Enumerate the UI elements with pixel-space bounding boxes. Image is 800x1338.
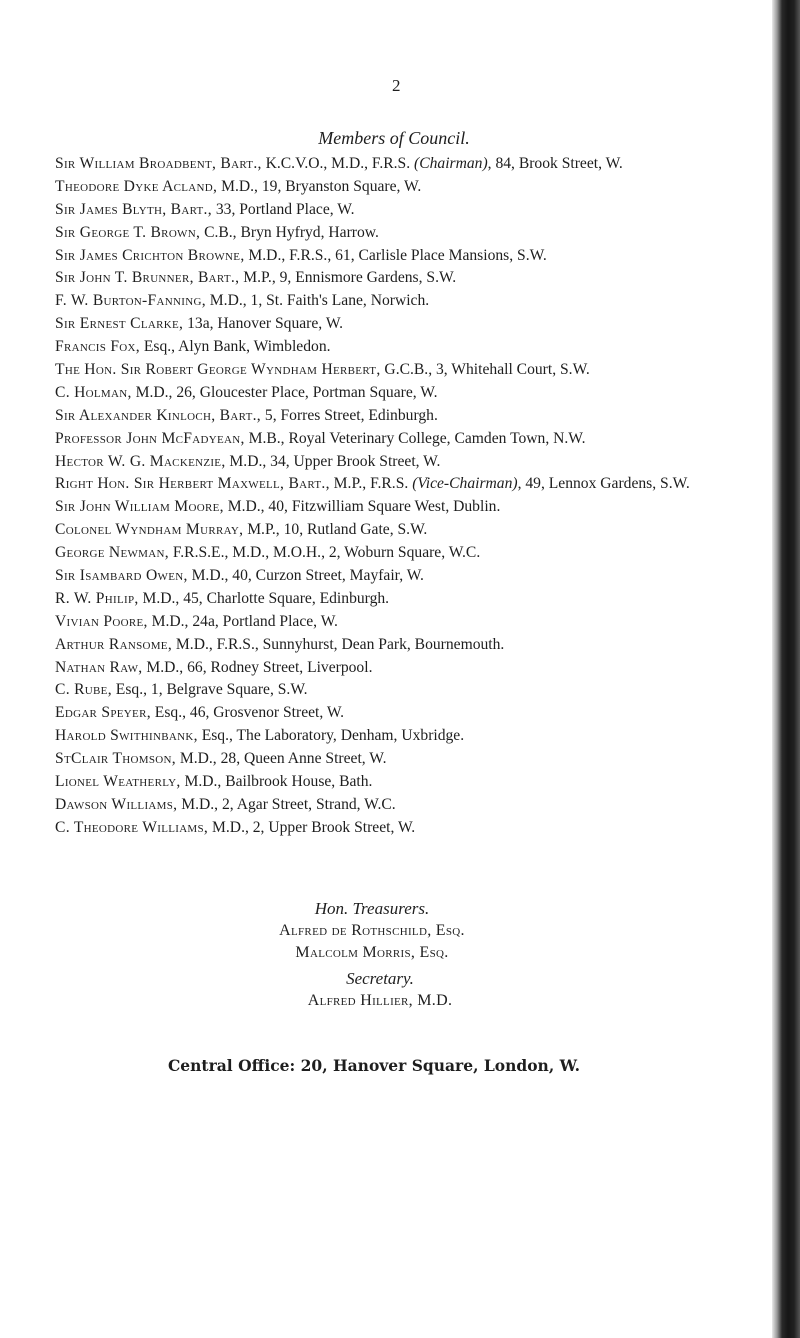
member-entry [55,405,790,427]
member-entry [55,359,790,381]
member-name: Vivian Poore, [55,612,148,630]
member-entry [55,702,790,724]
treasurers-heading: Hon. Treasurers. [314,899,430,918]
member-name: Harold Swithinbank, [55,727,198,745]
member-details: M.D., 66, Rodney Street, Liverpool. [142,658,373,676]
member-entry [55,267,790,289]
member-details: M.D., 45, Charlotte Square, Edinburgh. [138,589,390,607]
member-entry [55,611,790,633]
member-name: Sir Isambard Owen, [55,567,188,585]
member-details: M.D., 40, Curzon Street, Mayfair, W. [187,567,424,585]
member-entry [55,428,790,450]
central-office-line: Central Office: 20, Hanover Square, London, W. [167,1056,581,1075]
member-entry [55,817,790,839]
member-details: M.D., Bailbrook House, Bath. [180,773,373,791]
member-name: Sir George T. Brown, [55,223,201,241]
member-details: M.D., 1, St. Faith's Lane, Norwich. [205,292,430,310]
member-details: M.D., 34, Upper Brook Street, W. [225,452,441,470]
member-details: G.C.B., 3, Whitehall Court, S.W. [380,361,590,379]
treasurer-name: Malcolm Morris, Esq. [295,944,449,961]
member-details: M.D., 26, Gloucester Place, Portman Square, W. [131,383,438,401]
member-name: StClair Thomson, [55,750,176,768]
member-entry [55,451,790,473]
member-name: Hector W. G. Mackenzie, [55,452,226,470]
member-name: George Newman, [55,544,169,562]
member-details: M.B., Royal Veterinary College, Camden Town, N.W. [244,429,586,447]
member-entry [55,290,790,312]
member-name: Sir James Crichton Browne, [55,246,245,264]
member-details: C.B., Bryn Hyfryd, Harrow. [200,223,379,241]
secretary-name: Alfred Hillier, M.D. [307,992,453,1009]
member-name: Sir Ernest Clarke, [55,315,184,333]
member-entry [55,153,790,175]
member-entry [55,771,790,793]
member-name: Sir John William Moore, [55,498,224,516]
member-details: M.P., F.R.S. [329,475,413,493]
member-entry [55,519,790,541]
member-details: 33, Portland Place, W. [211,200,355,218]
member-entry [55,222,790,244]
member-name: Sir John T. Brunner, Bart., [55,269,240,287]
member-details: Esq., The Laboratory, Denham, Uxbridge. [197,727,465,745]
member-entry [55,725,790,747]
member-details: M.D., 40, Fitzwilliam Square West, Dublin. [223,498,501,516]
member-details: M.D., 28, Queen Anne Street, W. [175,750,387,768]
member-details: Esq., Alyn Bank, Wimbledon. [139,338,331,356]
members-heading: Members of Council. [318,128,470,148]
member-details: M.P., 9, Ennismore Gardens, S.W. [239,269,457,287]
member-details: M.D., 2, Upper Brook Street, W. [208,818,416,836]
member-entry [55,176,790,198]
member-details: 13a, Hanover Square, W. [183,315,344,333]
page-number: 2 [392,76,401,95]
member-name: Sir Alexander Kinloch, Bart., [55,406,261,424]
member-details: M.P., 10, Rutland Gate, S.W. [243,521,428,539]
member-name: Theodore Dyke Acland, [55,177,218,195]
member-entry [55,199,790,221]
member-name: Sir James Blyth, Bart., [55,200,212,218]
member-entry [55,748,790,770]
member-name: The Hon. Sir Robert George Wyndham Herbert, [55,361,381,379]
member-entry [55,634,790,656]
member-details: Esq., 46, Grosvenor Street, W. [150,704,345,722]
member-entry [55,382,790,404]
secretary-section [0,968,780,1012]
member-details: 5, Forres Street, Edinburgh. [261,406,438,424]
member-details: F.R.S.E., M.D., M.O.H., 2, Woburn Square, W.C. [168,544,481,562]
member-name: C. Holman, [55,383,132,401]
member-entry [55,542,790,564]
member-role: (Vice-Chairman) [412,475,518,493]
member-name: F. W. Burton-Fanning, [55,292,206,310]
member-name: Dawson Williams, [55,795,178,813]
member-name: Nathan Raw, [55,658,143,676]
treasurers-section [0,898,772,964]
member-entry [55,496,790,518]
treasurer-name: Alfred de Rothschild, Esq. [279,922,465,939]
member-details: K.C.V.O., M.D., F.R.S. [261,155,414,172]
member-name: Arthur Ransome, [55,635,173,653]
member-entry [55,565,790,587]
member-name: Edgar Speyer, [55,704,151,722]
member-entry [55,588,790,610]
member-name: Professor John McFadyean, [55,429,245,447]
member-details: M.D., 19, Bryanston Square, W. [217,177,422,195]
member-details: Esq., 1, Belgrave Square, S.W. [111,681,308,699]
member-entry [55,679,790,701]
member-name: R. W. Philip, [55,589,139,607]
member-address: , 84, Brook Street, W. [487,155,623,172]
member-name: C. Rube, [55,681,112,699]
member-entry [55,245,790,267]
member-details: M.D., 24a, Portland Place, W. [147,612,338,630]
member-entry [55,336,790,358]
secretary-heading: Secretary. [346,969,414,988]
member-address: , 49, Lennox Gardens, S.W. [517,475,690,493]
member-details: M.D., F.R.S., 61, Carlisle Place Mansions, S.W. [244,246,547,264]
member-name: C. Theodore Williams, [55,818,209,836]
member-entry [55,473,790,495]
member-entry [55,313,790,335]
member-role: (Chairman) [414,155,488,172]
member-name: Francis Fox, [55,338,140,356]
member-entry [55,657,790,679]
member-details: M.D., F.R.S., Sunnyhurst, Dean Park, Bournemouth. [172,635,505,653]
member-name: Lionel Weatherly, [55,773,181,791]
member-name: Colonel Wyndham Murray, [55,521,244,539]
member-name: Right Hon. Sir Herbert Maxwell, Bart., [55,475,330,493]
member-entry [55,794,790,816]
member-details: M.D., 2, Agar Street, Strand, W.C. [177,795,396,813]
members-list [55,153,790,840]
member-name: Sir William Broadbent, Bart., [55,155,262,172]
